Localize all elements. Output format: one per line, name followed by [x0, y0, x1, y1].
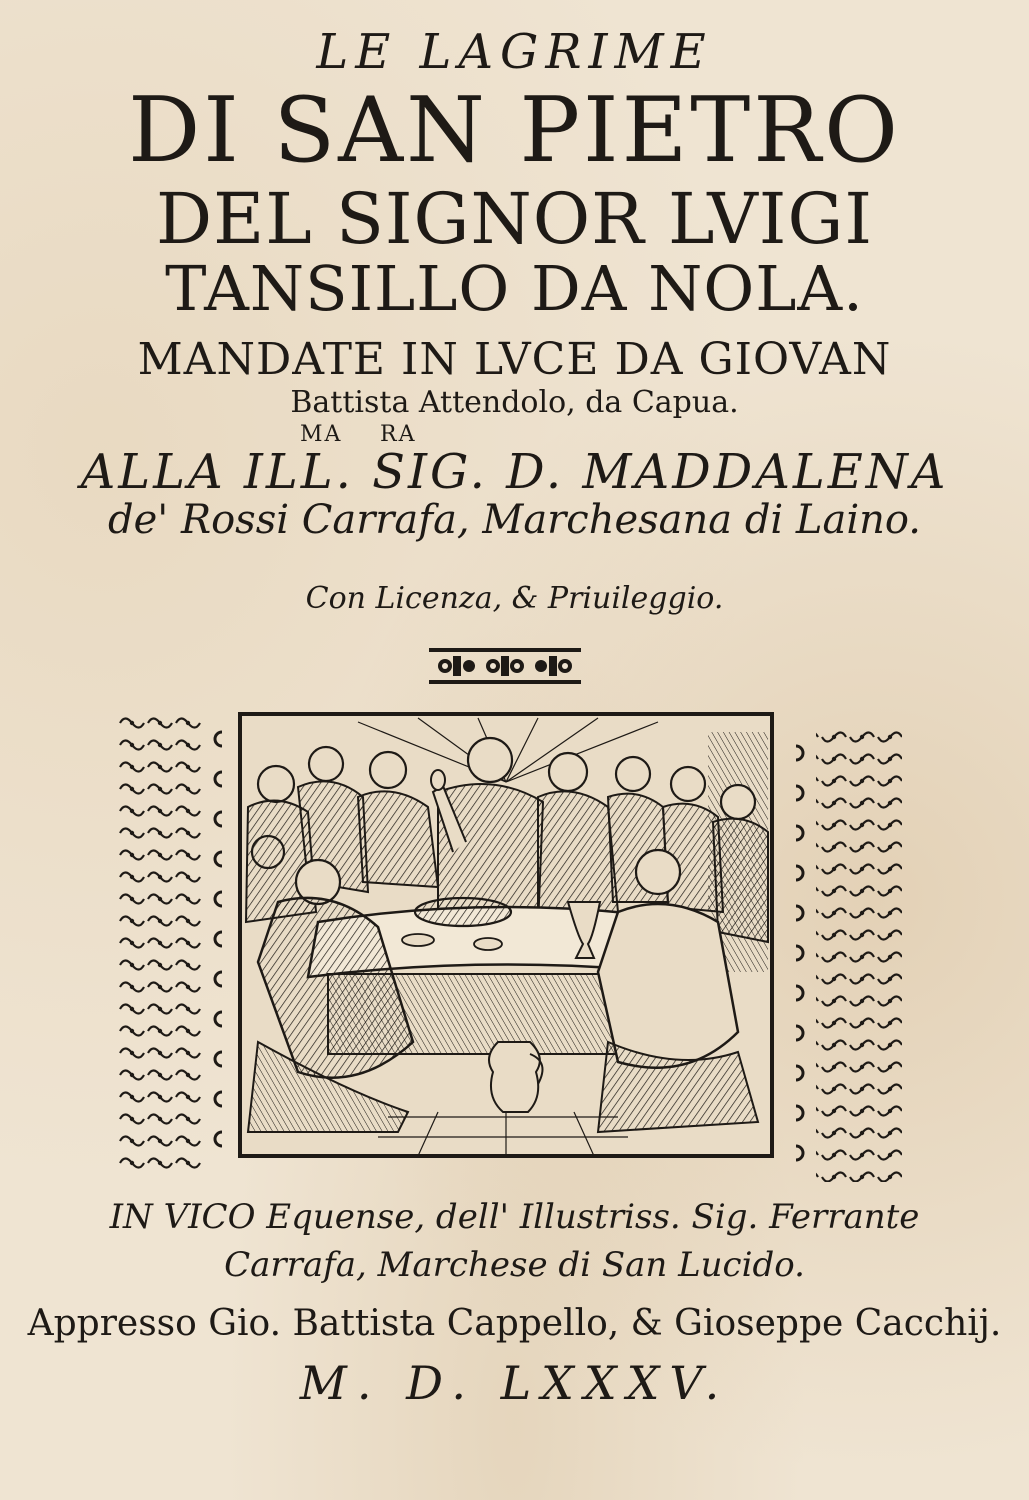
dedication-line-rossi: de' Rossi Carrafa, Marchesana di Laino. — [107, 497, 921, 543]
imprint-line-carrafa: Carrafa, Marchese di San Lucido. — [224, 1245, 805, 1285]
title-line-tansillo: TANSILLO DA NOLA. — [165, 252, 864, 325]
printer-line: Appresso Gio. Battista Cappello, & Gioseppe Cacchij. — [27, 1303, 1002, 1344]
dedication-line-alla: ALLA ILL. SIG. D. MADDALENA — [80, 444, 949, 500]
ornamental-border-right-icon — [792, 726, 902, 1182]
license-line: Con Licenza, & Priuileggio. — [305, 581, 724, 616]
editor-line-battista: Battista Attendolo, da Capua. — [290, 385, 739, 420]
editor-line-mandate: MANDATE IN LVCE DA GIOVAN — [137, 334, 892, 385]
superscript-ma: MA — [300, 422, 343, 447]
title-line-signor-luigi: DEL SIGNOR LVIGI — [155, 178, 874, 260]
fleuron-ornament-icon — [425, 642, 585, 690]
last-supper-woodcut-illustration — [238, 712, 774, 1158]
title-line-san-pietro: DI SAN PIETRO — [128, 78, 901, 183]
publication-date: M. D. LXXXV. — [299, 1356, 730, 1410]
title-line-le-lagrime: LE LAGRIME — [316, 24, 713, 80]
superscript-ra: RA — [380, 422, 417, 447]
imprint-line-invico: IN VICO Equense, dell' Illustriss. Sig. Ferrante — [109, 1197, 920, 1237]
ornamental-border-left-icon — [118, 712, 228, 1178]
superscript-letters — [300, 424, 700, 446]
